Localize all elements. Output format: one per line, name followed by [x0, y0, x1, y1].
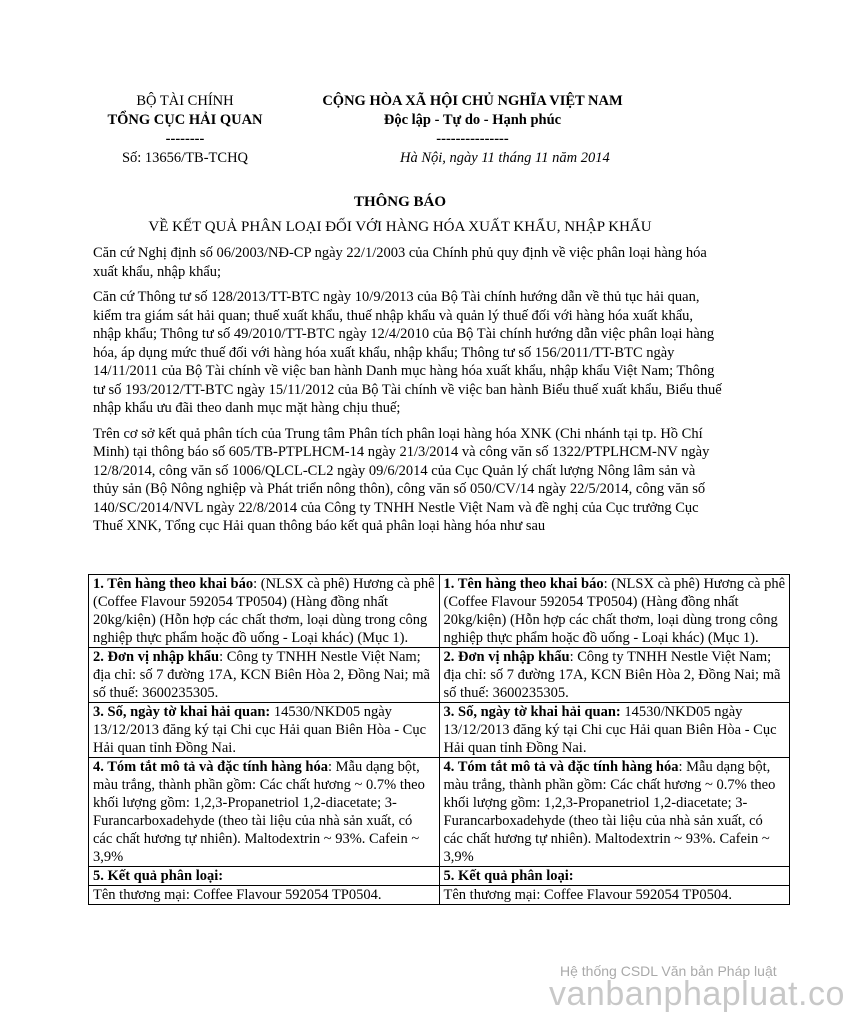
paragraph: Căn cứ Nghị định số 06/2003/NĐ-CP ngày 22/1/2003 của Chính phủ quy định về việc phân loại hàng hóa xuất khẩu, nhập khẩu; [93, 245, 707, 280]
table-row [89, 703, 790, 758]
cell-text: : (NLSX cà phê) Hương cà phê (Coffee Flavour 592054 TP0504) (Hàng đồng nhất 20kg/kiện) (Hỗn hợp các chất thơm, loại dùng trong công nghiệp thực phẩm hoặc đồ uống - Loại khác) (Mục 1). [93, 576, 435, 646]
cell-label: 5. Kết quả phân loại: [93, 868, 224, 884]
cell-text: : Mẫu dạng bột, màu trắng, thành phần gồm: Các chất hương ~ 0.7% theo khối lượng gồm: 1,2,3-Propanetriol 1,2-diacetate; 3-Furancarboxadehyde (theo tài liệu của nhà sản xuất, có các chất hương tự nhiên). Maltodextrin ~ 93%. Cafein ~ 3,9% [443, 759, 776, 865]
cell-text: 14530/NKD05 ngày 13/12/2013 đăng ký tại Chi cục Hải quan Biên Hòa - Cục Hải quan tỉnh Đồng Nai. [443, 704, 777, 756]
table-cell-left [89, 648, 440, 703]
table-cell-left [89, 867, 440, 886]
cell-label: 3. Số, ngày tờ khai hải quan: [93, 704, 271, 720]
table-cell-left [89, 703, 440, 758]
table-cell-left [89, 758, 440, 867]
cell-label: 2. Đơn vị nhập khẩu [443, 649, 570, 665]
cell-text: : Công ty TNHH Nestle Việt Nam; địa chỉ: số 7 đường 17A, KCN Biên Hòa 2, Đồng Nai; mã số thuế: 3600235305. [443, 649, 781, 701]
cell-text: 14530/NKD05 ngày 13/12/2013 đăng ký tại Chi cục Hải quan Biên Hòa - Cục Hải quan tỉnh Đồng Nai. [93, 704, 427, 756]
watermark-caption: Hệ thống CSDL Văn bản Pháp luật [560, 963, 777, 979]
ministry-name: BỘ TÀI CHÍNH [136, 93, 234, 109]
cell-label: 1. Tên hàng theo khai báo [93, 576, 254, 592]
table-cell-left [89, 886, 440, 905]
cell-text: Tên thương mại: Coffee Flavour 592054 TP0504. [443, 887, 732, 903]
paragraph: Trên cơ sở kết quả phân tích của Trung tâm Phân tích phân loại hàng hóa XNK (Chi nhánh tại tp. Hồ Chí Minh) tại thông báo số 605/TB-PTPLHCM-14 ngày 21/3/2014 và công văn số 1322/PTPLHCM-NV ngày 12/8/2014, công văn số 1006/QLCL-CL2 ngày 09/6/2014 của Cục Quản lý chất lượng Nông lâm sản và thủy sản (Bộ Nông nghiệp và Phát triển nông thôn), công văn số 050/CV/14 ngày 22/5/2014, công văn số 140/SC/2014/NVL ngày 22/8/2014 của Công ty TNHH Nestle Việt Nam và đề nghị của Cục trưởng Cục Thuế XNK, Tổng cục Hải quan thông báo kết quả phân loại hàng hóa như sau [93, 425, 710, 534]
table-cell-right [439, 867, 790, 886]
table-cell-right [439, 886, 790, 905]
cell-label: 5. Kết quả phân loại: [443, 868, 574, 884]
document-subtitle: VỀ KẾT QUẢ PHÂN LOẠI ĐỐI VỚI HÀNG HÓA XUẤT KHẨU, NHẬP KHẨU [148, 219, 652, 235]
country-name: CỘNG HÒA XÃ HỘI CHỦ NGHĨA VIỆT NAM [322, 93, 623, 109]
document-body [93, 244, 723, 543]
table-cell-right [439, 703, 790, 758]
cell-text: : Mẫu dạng bột, màu trắng, thành phần gồm: Các chất hương ~ 0.7% theo khối lượng gồm: 1,2,3-Propanetriol 1,2-diacetate; 3-Furancarboxadehyde (theo tài liệu của nhà sản xuất, có các chất hương tự nhiên). Maltodextrin ~ 93%. Cafein ~ 3,9% [93, 759, 425, 865]
motto: Độc lập - Tự do - Hạnh phúc [383, 112, 562, 128]
agency-name: TỔNG CỤC HẢI QUAN [107, 112, 263, 128]
issuer-block [95, 92, 275, 149]
table-row [89, 886, 790, 905]
cell-label: 1. Tên hàng theo khai báo [443, 576, 604, 592]
table-cell-right [439, 575, 790, 648]
paragraph: Căn cứ Thông tư số 128/2013/TT-BTC ngày 10/9/2013 của Bộ Tài chính hướng dẫn về thủ tục hải quan, kiểm tra giám sát hải quan; thuế xuất khẩu, thuế nhập khẩu và quản lý thuế đối với hàng hóa xuất khẩu, nhập khẩu; Thông tư số 49/2010/TT-BTC ngày 12/4/2010 của Bộ Tài chính hướng dẫn việc phân loại hàng hóa, áp dụng mức thuế đối với hàng hóa xuất khẩu, nhập khẩu; Thông tư số 156/2011/TT-BTC ngày 14/11/2011 của Bộ Tài chính về việc ban hành Danh mục hàng hóa xuất khẩu, nhập khẩu Việt Nam; Thông tư số 193/2012/TT-BTC ngày 15/11/2012 của Bộ Tài chính về việc ban hành Biểu thuế xuất khẩu, Biểu thuế nhập khẩu ưu đãi theo danh mục mặt hàng chịu thuế; [93, 289, 722, 416]
national-motto-block [290, 92, 655, 149]
document-number: Số: 13656/TB-TCHQ [121, 150, 249, 166]
table-row [89, 867, 790, 886]
issue-date: Hà Nội, ngày 11 tháng 11 năm 2014 [400, 150, 610, 166]
watermark-site: vanbanphapluat.co [549, 975, 845, 1013]
motto-separator: --------------- [436, 131, 509, 147]
issuer-separator: -------- [165, 131, 205, 147]
cell-label: 4. Tóm tắt mô tả và đặc tính hàng hóa [93, 759, 328, 775]
document-title: THÔNG BÁO [353, 194, 447, 210]
table-row [89, 648, 790, 703]
cell-label: 4. Tóm tắt mô tả và đặc tính hàng hóa [443, 759, 679, 775]
table-row [89, 575, 790, 648]
cell-label: 3. Số, ngày tờ khai hải quan: [443, 704, 621, 720]
table-row [89, 758, 790, 867]
table-cell-right [439, 648, 790, 703]
cell-text: Tên thương mại: Coffee Flavour 592054 TP0504. [93, 887, 382, 903]
classification-table [88, 574, 790, 905]
cell-text: : (NLSX cà phê) Hương cà phê (Coffee Flavour 592054 TP0504) (Hàng đồng nhất 20kg/kiện) (Hỗn hợp các chất thơm, loại dùng trong công nghiệp thực phẩm hoặc đồ uống - Loại khác) (Mục 1). [443, 576, 786, 646]
table-cell-right [439, 758, 790, 867]
cell-label: 2. Đơn vị nhập khẩu [93, 649, 220, 665]
cell-text: : Công ty TNHH Nestle Việt Nam; địa chỉ: số 7 đường 17A, KCN Biên Hòa 2, Đồng Nai; mã số thuế: 3600235305. [93, 649, 430, 701]
table-cell-left [89, 575, 440, 648]
